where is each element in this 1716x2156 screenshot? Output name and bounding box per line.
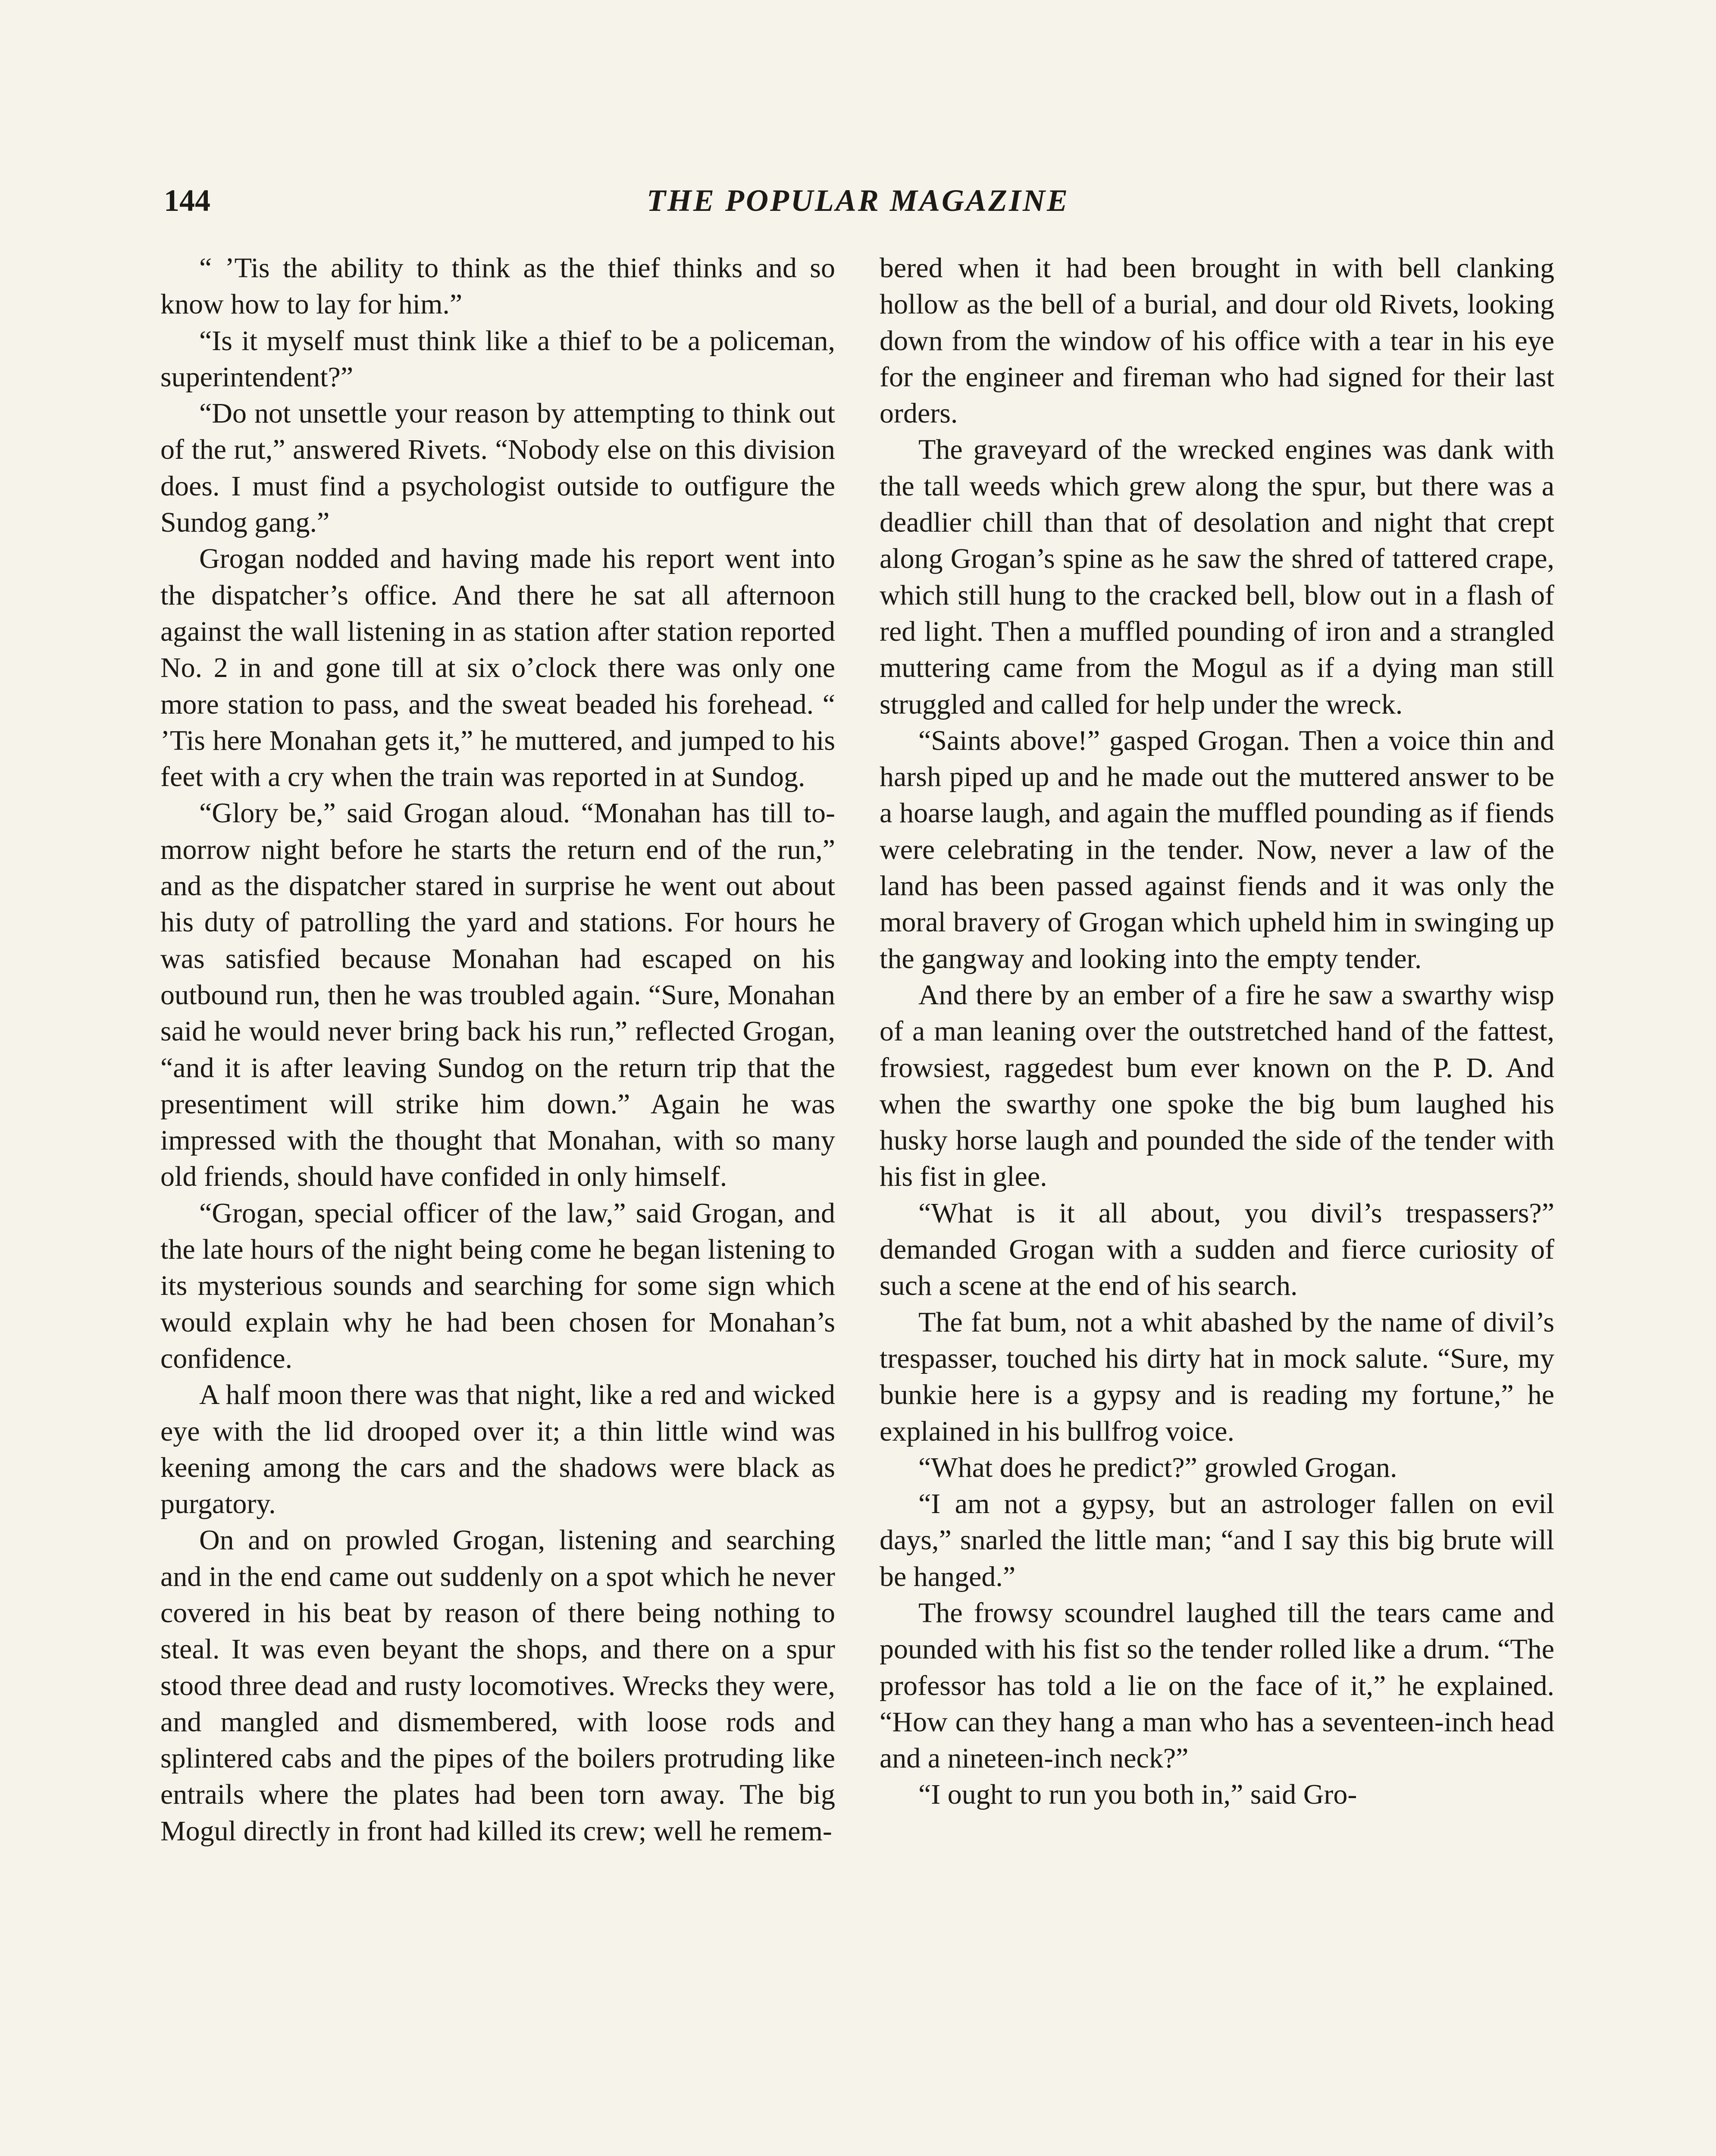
paragraph: Grogan nodded and having made his report went into the dispatcher’s office. And there he sat all afternoon against the wall listening in as station after station reported No. 2 in and gone till at six o’clock there was only one more station to pass, and the sweat beaded his forehead. “ ’Tis here Monahan gets it,” he muttered, and jumped to his feet with a cry when the train was reported in at Sundog. bbox=[160, 543, 835, 793]
paragraph: The frowsy scoundrel laughed till the tears came and pounded with his fist so the tender rolled like a drum. “The professor has told a lie on the face of it,” he explained. “How can they hang a man who has a seventeen-inch head and a nineteen-inch neck?” bbox=[880, 1597, 1554, 1774]
paragraph: “I ought to run you both in,” said Gro- bbox=[918, 1779, 1357, 1811]
paragraph-continuation: bered when it had been brought in with bell clanking hollow as the bell of a burial, and dour old Rivets, looking down from the window of his office with a tear in his eye for the engineer and fireman who had signed for their last orders. bbox=[880, 252, 1554, 429]
paragraph: “Grogan, special officer of the law,” said Grogan, and the late hours of the night being come he began listening to its mysterious sounds and searching for some sign which would explain why he had been chosen for Monahan’s confidence. bbox=[160, 1197, 835, 1374]
left-column bbox=[160, 250, 835, 2156]
paragraph: The fat bum, not a whit abashed by the name of divil’s trespasser, touched his dirty hat in mock salute. “Sure, my bunkie here is a gypsy and is reading my fortune,” he explained in his bullfrog voice. bbox=[880, 1306, 1554, 1447]
paragraph: “What does he predict?” growled Grogan. bbox=[918, 1451, 1397, 1483]
paragraph: The graveyard of the wrecked engines was dank with the tall weeds which grew along the spur, but there was a deadlier chill than that of desolation and night that crept along Grogan’s spine as he saw the shred of tattered crape, which still hung to the cracked bell, blow out in a flash of red light. Then a muffled pounding of iron and a strangled muttering came from the Mogul as if a dying man still struggled and called for help under the wreck. bbox=[880, 434, 1554, 720]
paragraph: “Is it myself must think like a thief to be a policeman, superintendent?” bbox=[160, 325, 835, 393]
paragraph: “I am not a gypsy, but an astrologer fallen on evil days,” snarled the little man; “and I say this big brute will be hanged.” bbox=[880, 1488, 1554, 1592]
page-header bbox=[164, 175, 1552, 226]
paragraph: “Saints above!” gasped Grogan. Then a voice thin and harsh piped up and he made out the muttered answer to be a hoarse laugh, and again the muffled pounding as if fiends were celebrating in the tender. Now, never a law of the land has been passed against fiends and it was only the moral bravery of Grogan which upheld him in swinging up the gangway and looking into the empty tender. bbox=[880, 724, 1554, 975]
paragraph: On and on prowled Grogan, listening and searching and in the end came out suddenly on a spot which he never covered in his beat by reason of there being nothing to steal. It was even beyant the shops, and there on a spur stood three dead and rusty locomotives. Wrecks they were, and mangled and dismembered, with loose rods and splintered cabs and the pipes of the boilers protruding like entrails where the plates had been torn away. The big Mogul directly in front had killed its crew; well he remem- bbox=[160, 1524, 835, 1847]
paragraph: A half moon there was that night, like a red and wicked eye with the lid drooped over it; a thin little wind was keening among the cars and the shadows were black as purgatory. bbox=[160, 1379, 835, 1520]
paragraph: “ ’Tis the ability to think as the thief thinks and so know how to lay for him.” bbox=[160, 252, 835, 320]
paragraph: “What is it all about, you divil’s trespassers?” demanded Grogan with a sudden and fierce curiosity of such a scene at the end of his search. bbox=[880, 1197, 1554, 1302]
right-column bbox=[880, 250, 1554, 2156]
paragraph: And there by an ember of a fire he saw a swarthy wisp of a man leaning over the outstretched hand of the fattest, frowsiest, raggedest bum ever known on the P. D. And when the swarthy one spoke the big bum laughed his husky horse laugh and pounded the side of the tender with his fist in glee. bbox=[880, 979, 1554, 1193]
page-number: 144 bbox=[164, 183, 210, 218]
paragraph: “Glory be,” said Grogan aloud. “Monahan has till to-morrow night before he starts the return end of the run,” and as the dispatcher stared in surprise he went out about his duty of patrolling the yard and stations. For hours he was satisfied because Monahan had escaped on his outbound run, then he was troubled again. “Sure, Monahan said he would never bring back his run,” reflected Grogan, “and it is after leaving Sundog on the return trip that the presentiment will strike him down.” Again he was impressed with the thought that Monahan, with so many old friends, should have confided in only himself. bbox=[160, 797, 835, 1193]
paragraph: “Do not unsettle your reason by attempting to think out of the rut,” answered Rivets. “Nobody else on this division does. I must find a psychologist outside to outfigure the Sundog gang.” bbox=[160, 398, 835, 539]
running-title: THE POPULAR MAGAZINE bbox=[646, 183, 1070, 218]
